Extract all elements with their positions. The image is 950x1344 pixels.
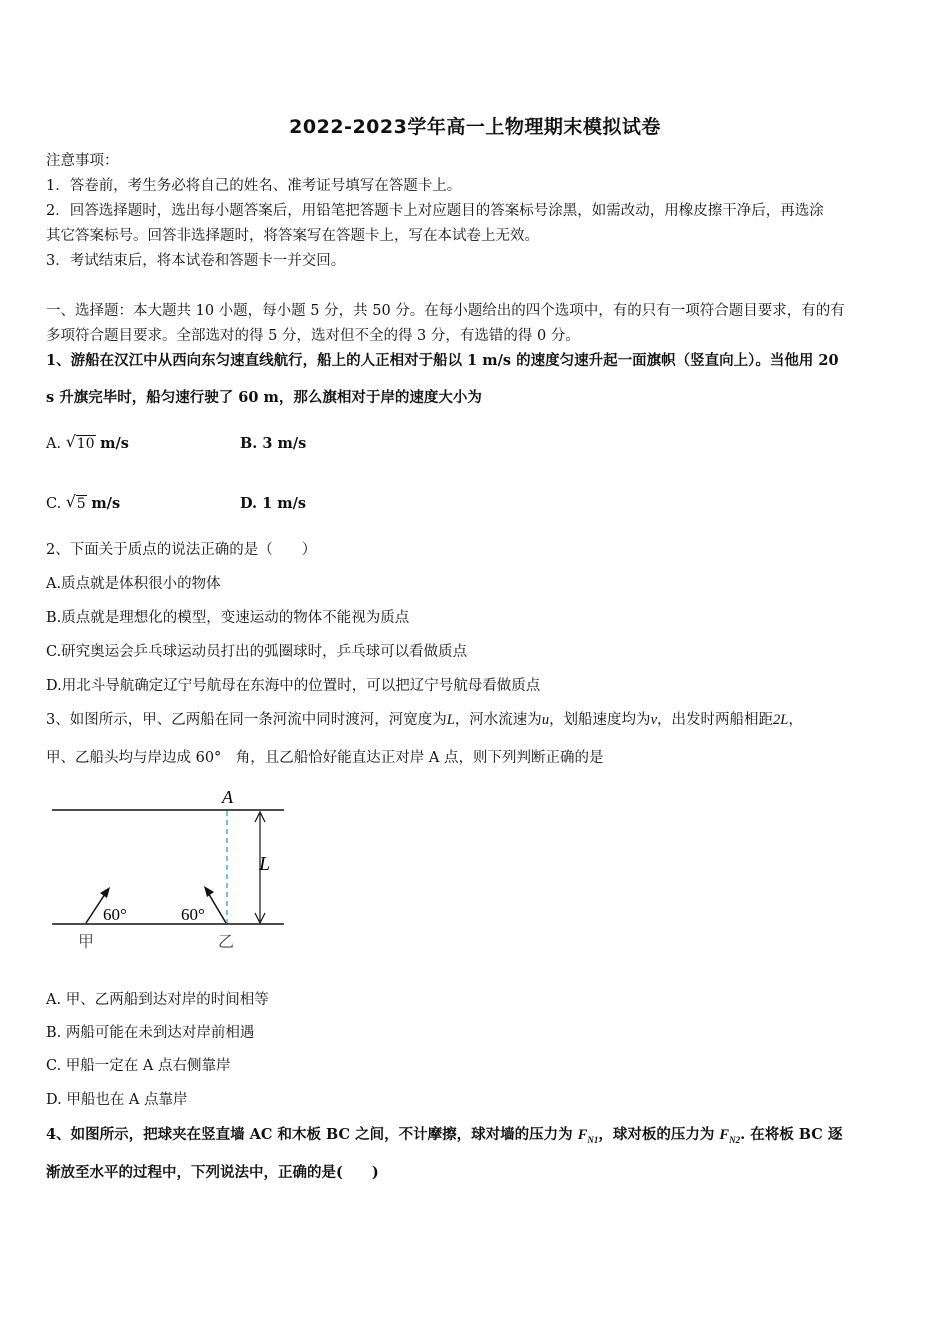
q3-option-b: B. 两船可能在未到达对岸前相遇 [46,1025,255,1041]
q1-option-c-label: C. [46,496,62,512]
q2-option-b: B.质点就是理想化的模型，变速运动的物体不能视为质点 [46,610,410,626]
q1-stem-1: 1、游船在汉江中从西向东匀速直线航行，船上的人正相对于船以 1 m/s 的速度匀速升起一面旗帜（竖直向上）。当他用 20 [46,352,839,369]
sqrt-symbol: √ 10 [65,432,95,452]
q3-stem-part-d: ，出发时两船相距 [657,712,773,728]
var-fn2-letter: F [719,1127,730,1143]
q3-stem-part-c: ，划船速度均为 [549,712,651,728]
q4-stem-part-a: 4、如图所示，把球夹在竖直墙 AC 和木板 BC 之间，不计摩擦，球对墙的压力为 [46,1126,578,1143]
angle2-label: 60° [181,905,205,924]
width-label: L [259,853,271,875]
var-fn2-subscript: N2 [729,1134,741,1145]
q1-stem-2: s 升旗完毕时，船匀速行驶了 60 m，那么旗相对于岸的速度大小为 [46,389,482,406]
var-2L: 2L [773,712,789,728]
q1-option-b: B. 3 m/s [240,435,307,452]
q1-option-c-unit: m/s [91,495,121,512]
q2-option-a: A.质点就是体积很小的物体 [46,576,221,592]
notice-item-3: 3．考试结束后，将本试卷和答题卡一并交回。 [46,253,346,269]
q3-stem-2: 甲、乙船头均与岸边成 60° 角，且乙船恰好能直达正对岸 A 点，则下列判断正确的是 [46,750,604,766]
angle1-label: 60° [103,905,127,924]
q1-option-a [46,433,129,455]
var-fn1 [578,1127,599,1143]
q2-option-d: D.用北斗导航确定辽宁号航母在东海中的位置时，可以把辽宁号航母看做质点 [46,678,541,694]
q3-option-d: D. 甲船也在 A 点靠岸 [46,1092,188,1108]
q3-stem-part-b: ，河水流速为 [454,712,542,728]
q3-stem-1 [46,709,906,731]
var-v: v [650,712,657,728]
q4-stem-part-b: ，球对板的压力为 [598,1126,720,1143]
q4-stem-2: 渐放至水平的过程中，下列说法中，正确的是( ) [46,1164,379,1181]
q3-option-a: A. 甲、乙两船到达对岸的时间相等 [46,992,269,1008]
q3-stem-part-e: ， [788,712,803,728]
river-crossing-figure [50,784,290,954]
q2-stem: 2、下面关于质点的说法正确的是（ ） [46,542,317,558]
q2-option-c: C.研究奥运会乒乓球运动员打出的弧圈球时，乒乓球可以看做质点 [46,644,468,660]
point-a-label: A [222,787,233,807]
q3-option-c: C. 甲船一定在 A 点右侧靠岸 [46,1058,231,1074]
boat1-arrowhead-icon [100,887,110,898]
var-u: u [541,712,550,728]
notice-item-2: 2．回答选择题时，选出每小题答案后，用铅笔把答题卡上对应题目的答案标号涂黑，如需改动，用橡皮擦干净后，再选涂 [46,203,824,219]
notice-item-1: 1．答卷前，考生务必将自己的姓名、准考证号填写在答题卡上。 [46,178,462,194]
q1-option-a-unit: m/s [100,435,129,452]
q1-option-a-label: A. [46,436,62,452]
var-L: L [446,712,455,728]
q1-option-a-radicand: 10 [76,436,95,452]
section-intro-2: 多项符合题目要求。全部选对的得 5 分，选对但不全的得 3 分，有选错的得 0 分。 [46,328,580,344]
q4-stem-1 [46,1124,906,1151]
boat2-arrowhead-icon [204,886,214,897]
sqrt-symbol: √ 5 [65,492,86,512]
q1-option-c-radicand: 5 [76,496,86,512]
q4-stem-part-c: . 在将板 BC 逐 [740,1126,843,1143]
var-fn1-letter: F [577,1127,588,1143]
q1-option-d: D. 1 m/s [240,495,307,512]
section-intro-1: 一、选择题：本大题共 10 小题，每小题 5 分，共 50 分。在每小题给出的四个选项中，有的只有一项符合题目要求，有的有 [46,303,845,319]
boat1-label: 甲 [78,932,95,951]
q1-option-c [46,493,120,515]
notice-heading: 注意事项： [46,153,119,169]
page-title: 2022-2023学年高一上物理期末模拟试卷 [289,116,661,138]
q3-stem-part-a: 3、如图所示，甲、乙两船在同一条河流中同时渡河，河宽度为 [46,712,447,728]
boat2-velocity-arrow [207,891,226,923]
var-fn2 [719,1127,740,1143]
boat2-label: 乙 [218,932,235,951]
var-fn1-subscript: N1 [587,1134,599,1145]
notice-item-2-cont: 其它答案标号。回答非选择题时，将答案写在答题卡上，写在本试卷上无效。 [46,228,539,244]
